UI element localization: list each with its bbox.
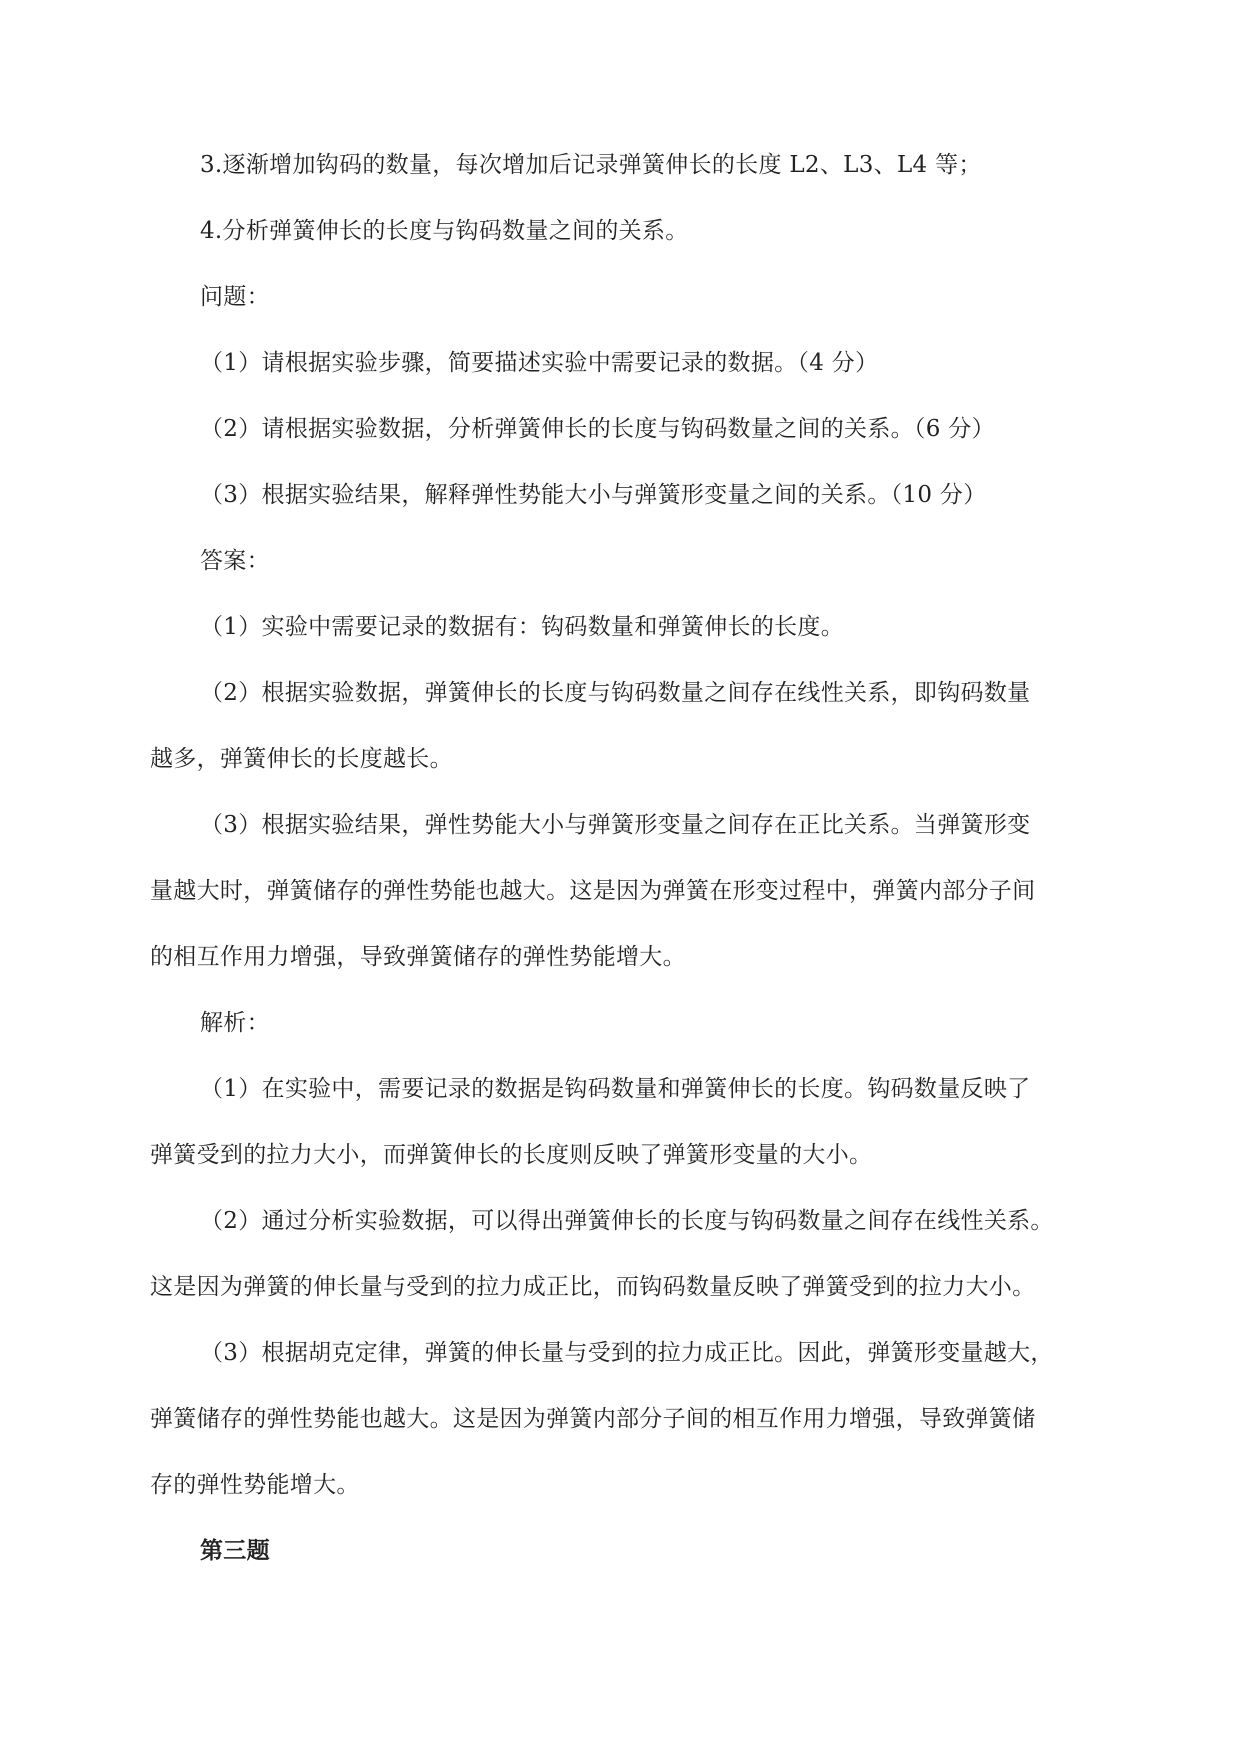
analysis-label: 解析：	[200, 1010, 270, 1036]
analysis-3-line-2: 弹簧储存的弹性势能也越大。这是因为弹簧内部分子间的相互作用力增强，导致弹簧储	[150, 1406, 1036, 1432]
analysis-2-line-1: （2）通过分析实验数据，可以得出弹簧伸长的长度与钩码数量之间存在线性关系。	[200, 1208, 1054, 1234]
question-1: （1）请根据实验步骤，简要描述实验中需要记录的数据。（4 分）	[200, 350, 879, 376]
question-2: （2）请根据实验数据，分析弹簧伸长的长度与钩码数量之间的关系。（6 分）	[200, 416, 995, 442]
step-4-text: 4.分析弹簧伸长的长度与钩码数量之间的关系。	[200, 218, 689, 244]
analysis-1-line-1: （1）在实验中，需要记录的数据是钩码数量和弹簧伸长的长度。钩码数量反映了	[200, 1076, 1031, 1102]
analysis-3-line-1: （3）根据胡克定律，弹簧的伸长量与受到的拉力成正比。因此，弹簧形变量越大，	[200, 1340, 1054, 1366]
question-3: （3）根据实验结果，解释弹性势能大小与弹簧形变量之间的关系。（10 分）	[200, 482, 987, 508]
answer-1: （1）实验中需要记录的数据有：钩码数量和弹簧伸长的长度。	[200, 614, 845, 640]
answer-2-line-2: 越多，弹簧伸长的长度越长。	[150, 746, 453, 772]
answer-3-line-3: 的相互作用力增强，导致弹簧储存的弹性势能增大。	[150, 944, 686, 970]
answer-3-line-2: 量越大时，弹簧储存的弹性势能也越大。这是因为弹簧在形变过程中，弹簧内部分子间	[150, 878, 1036, 904]
section-heading: 第三题	[200, 1538, 270, 1564]
step-3-text: 3.逐渐增加钩码的数量，每次增加后记录弹簧伸长的长度 L2、L3、L4 等；	[200, 152, 982, 178]
analysis-2-line-2: 这是因为弹簧的伸长量与受到的拉力成正比，而钩码数量反映了弹簧受到的拉力大小。	[150, 1274, 1036, 1300]
questions-label: 问题：	[200, 284, 270, 310]
analysis-1-line-2: 弹簧受到的拉力大小，而弹簧伸长的长度则反映了弹簧形变量的大小。	[150, 1142, 873, 1168]
answer-label: 答案：	[200, 548, 270, 574]
answer-3-line-1: （3）根据实验结果，弹性势能大小与弹簧形变量之间存在正比关系。当弹簧形变	[200, 812, 1031, 838]
analysis-3-line-3: 存的弹性势能增大。	[150, 1472, 360, 1498]
answer-2-line-1: （2）根据实验数据，弹簧伸长的长度与钩码数量之间存在线性关系，即钩码数量	[200, 680, 1031, 706]
